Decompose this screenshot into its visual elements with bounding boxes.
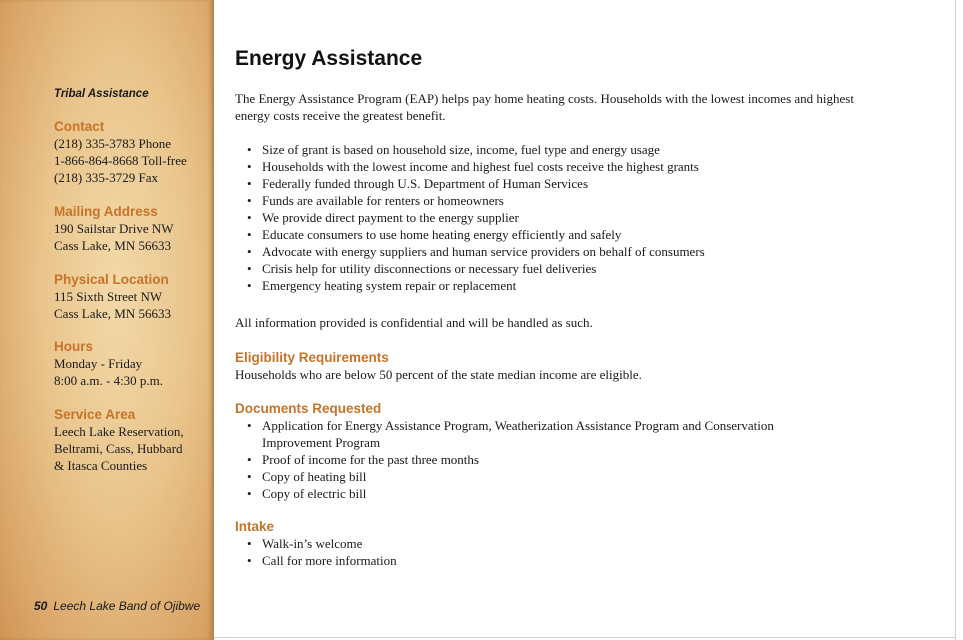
list-item: • We provide direct payment to the energy supplier (235, 209, 935, 226)
page-number: 50 (34, 599, 48, 613)
list-item: • Federally funded through U.S. Department of Human Services (235, 175, 935, 192)
page-right-border (955, 0, 956, 640)
program-features-list (235, 141, 935, 294)
documents-title: Documents Requested (235, 401, 382, 416)
sidebar-divider (212, 0, 214, 640)
service-area-line: Beltrami, Cass, Hubbard (54, 441, 183, 456)
hours-section (54, 338, 204, 389)
service-area-line: & Itasca Counties (54, 458, 148, 473)
physical-location-title: Physical Location (54, 272, 169, 287)
list-item: • Copy of electric bill (235, 485, 835, 502)
list-item: • Funds are available for renters or homeowners (235, 192, 935, 209)
intake-section (235, 518, 935, 569)
service-area-line: Leech Lake Reservation, (54, 424, 184, 439)
mailing-address-title: Mailing Address (54, 204, 158, 219)
intro-paragraph: The Energy Assistance Program (EAP) helps pay home heating costs. Households with the lowest incomes and highest energy costs receive the greatest benefit. (235, 91, 854, 123)
eligibility-section (235, 349, 935, 383)
service-area-title: Service Area (54, 407, 136, 422)
mailing-address-line: 190 Sailstar Drive NW (54, 221, 174, 236)
mailing-address-section (54, 203, 204, 254)
physical-location-section (54, 271, 204, 322)
fax-line: (218) 335-3729 Fax (54, 170, 158, 185)
sidebar (0, 0, 212, 640)
documents-section (235, 400, 935, 502)
eligibility-title: Eligibility Requirements (235, 350, 389, 365)
list-item: • Proof of income for the past three months (235, 451, 835, 468)
list-item: • Advocate with energy suppliers and human service providers on behalf of consumers (235, 243, 935, 260)
list-item: • Application for Energy Assistance Program, Weatherization Assistance Program and Conservation Improvement Program (235, 417, 835, 451)
eligibility-text: Households who are below 50 percent of the state median income are eligible. (235, 367, 642, 382)
physical-location-line: Cass Lake, MN 56633 (54, 306, 171, 321)
documents-list (235, 417, 835, 502)
list-item: • Call for more information (235, 552, 935, 569)
hours-line: 8:00 a.m. - 4:30 p.m. (54, 373, 164, 388)
footer-org-name: Leech Lake Band of Ojibwe (53, 599, 201, 613)
sidebar-category-heading: Tribal Assistance (54, 88, 149, 100)
list-item: • Walk-in’s welcome (235, 535, 935, 552)
hours-line: Monday - Friday (54, 356, 143, 371)
confidentiality-note: All information provided is confidential and will be handled as such. (235, 315, 593, 330)
list-item: • Emergency heating system repair or replacement (235, 277, 935, 294)
list-item: • Size of grant is based on household size, income, fuel type and energy usage (235, 141, 935, 158)
contact-title: Contact (54, 119, 105, 134)
page-footer (34, 599, 200, 613)
physical-location-line: 115 Sixth Street NW (54, 289, 163, 304)
intake-list (235, 535, 935, 569)
list-item: • Copy of heating bill (235, 468, 835, 485)
mailing-address-line: Cass Lake, MN 56633 (54, 238, 171, 253)
intake-title: Intake (235, 519, 275, 534)
list-item: • Households with the lowest income and highest fuel costs receive the highest grants (235, 158, 935, 175)
contact-section (54, 118, 204, 186)
service-area-section (54, 406, 204, 474)
toll-free-line: 1-866-864-8668 Toll-free (54, 153, 187, 168)
hours-title: Hours (54, 339, 94, 354)
list-item: • Crisis help for utility disconnections or necessary fuel deliveries (235, 260, 935, 277)
phone-line: (218) 335-3783 Phone (54, 136, 171, 151)
page-title: Energy Assistance (235, 47, 423, 70)
list-item: • Educate consumers to use home heating energy efficiently and safely (235, 226, 935, 243)
page-bottom-border (214, 637, 956, 638)
